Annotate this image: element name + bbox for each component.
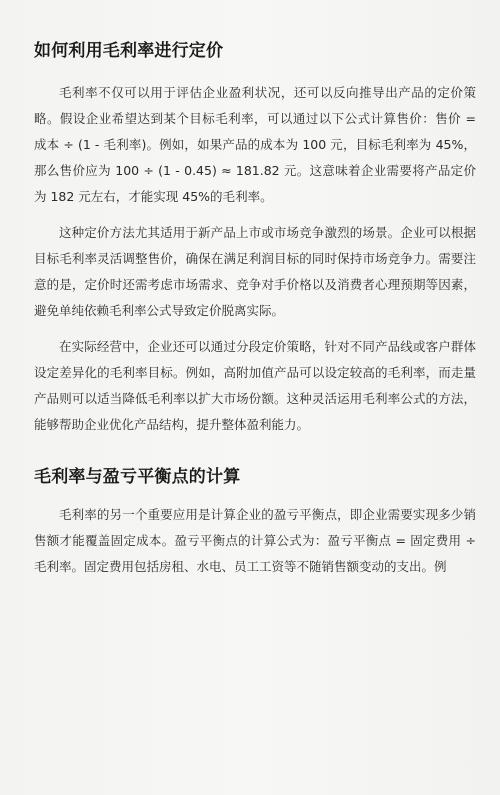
paragraph: 在实际经营中，企业还可以通过分段定价策略，针对不同产品线或客户群体设定差异化的毛利率目标。例如，高附加值产品可以设定较高的毛利率，而走量产品则可以适当降低毛利率以扩大市场份额。这种灵活运用毛利率公式的方法，能够帮助企业优化产品结构，提升整体盈利能力。	[34, 339, 476, 432]
paragraph: 毛利率不仅可以用于评估企业盈利状况，还可以反向推导出产品的定价策略。假设企业希望达到某个目标毛利率，可以通过以下公式计算售价：售价 = 成本 ÷ (1 - 毛利率)。例如，如果产品的成本为 100 元，目标毛利率为 45%，那么售价应为 100 ÷ (1 - 0.45) ≈ 181.82 元。这意味着企业需要将产品定价为 182 元左右，才能实现 45%的毛利率。	[34, 85, 476, 204]
document-content	[34, 38, 476, 580]
section-heading-pricing: 如何利用毛利率进行定价	[34, 41, 224, 61]
paragraph: 毛利率的另一个重要应用是计算企业的盈亏平衡点，即企业需要实现多少销售额才能覆盖固定成本。盈亏平衡点的计算公式为：盈亏平衡点 = 固定费用 ÷ 毛利率。固定费用包括房租、水电、员工工资等不随销售额变动的支出。例	[34, 507, 476, 574]
section-heading-breakeven: 毛利率与盈亏平衡点的计算	[34, 467, 241, 487]
paragraph: 这种定价方法尤其适用于新产品上市或市场竞争激烈的场景。企业可以根据目标毛利率灵活调整售价，确保在满足利润目标的同时保持市场竞争力。需要注意的是，定价时还需考虑市场需求、竞争对手价格以及消费者心理预期等因素，避免单纯依赖毛利率公式导致定价脱离实际。	[34, 225, 476, 318]
